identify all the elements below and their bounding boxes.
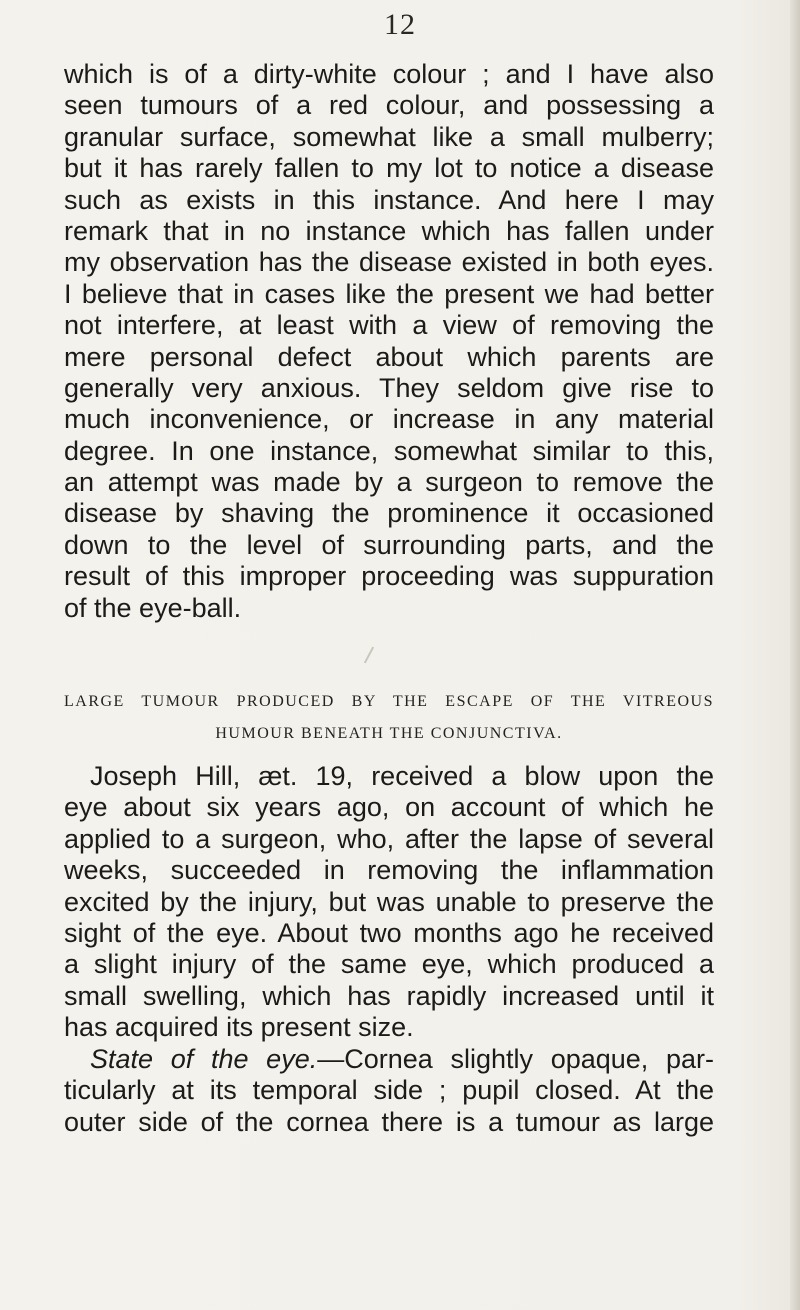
text-line: Joseph Hill, æt. 19, received a blow upon the (90, 761, 714, 791)
heading-line: LARGE TUMOUR PRODUCED BY THE ESCAPE OF THE VITREOUS (64, 693, 714, 710)
text-line: mere personal defect about which parents are (64, 341, 714, 372)
state-of-eye-text: —Cornea slightly opaque, par- (317, 1044, 714, 1074)
text-line: degree. In one instance, somewhat similar to this, (64, 435, 714, 466)
print-mark (364, 647, 374, 664)
section-heading (64, 686, 714, 750)
case-paragraph (64, 761, 714, 1044)
text-line: applied to a surgeon, who, after the lapse of several (64, 823, 714, 854)
text-line: I believe that in cases like the present we had better (64, 278, 714, 309)
text-line: which is of a dirty-white colour ; and I have also (64, 59, 714, 89)
paragraph-continued (64, 59, 714, 624)
page-edge-shadow (790, 0, 800, 1310)
text-line: has acquired its present size. (64, 1012, 414, 1043)
text-line: disease by shaving the prominence it occasioned (64, 498, 714, 529)
text-line: a slight injury of the same eye, which produced a (64, 949, 714, 980)
text-line: seen tumours of a red colour, and possessing a (64, 90, 714, 121)
text-line: down to the level of surrounding parts, and the (64, 529, 714, 560)
text-line: eye about six years ago, on account of which he (64, 792, 714, 823)
text-line: but it has rarely fallen to my lot to notice a disease (64, 153, 714, 184)
text-line: result of this improper proceeding was suppuration (64, 561, 714, 592)
text-line: my observation has the disease existed in both eyes. (64, 247, 714, 278)
text-line (64, 1044, 714, 1075)
text-line: small swelling, which has rapidly increased until it (64, 980, 714, 1011)
text-line: weeks, succeeded in removing the inflammation (64, 855, 714, 886)
text-line: not interfere, at least with a view of removing the (64, 310, 714, 341)
text-line: remark that in no instance which has fallen under (64, 215, 714, 246)
state-of-eye-label: State of the eye. (90, 1044, 318, 1074)
text-line: much inconvenience, or increase in any material (64, 404, 714, 435)
text-line: such as exists in this instance. And here I may (64, 184, 714, 215)
text-line: of the eye-ball. (64, 592, 242, 623)
page-number: 12 (384, 8, 416, 41)
text-line: generally very anxious. They seldom give rise to (64, 372, 714, 403)
text-line: outer side of the cornea there is a tumour as large (64, 1106, 714, 1137)
text-line: excited by the injury, but was unable to preserve the (64, 886, 714, 917)
state-of-eye-paragraph (64, 1044, 714, 1138)
text-line: an attempt was made by a surgeon to remove the (64, 467, 714, 498)
text-line: granular surface, somewhat like a small mulberry; (64, 121, 714, 152)
text-line: sight of the eye. About two months ago he received (64, 917, 714, 948)
heading-line: HUMOUR BENEATH THE CONJUNCTIVA. (215, 725, 563, 742)
text-line: ticularly at its temporal side ; pupil closed. At the (64, 1075, 714, 1106)
